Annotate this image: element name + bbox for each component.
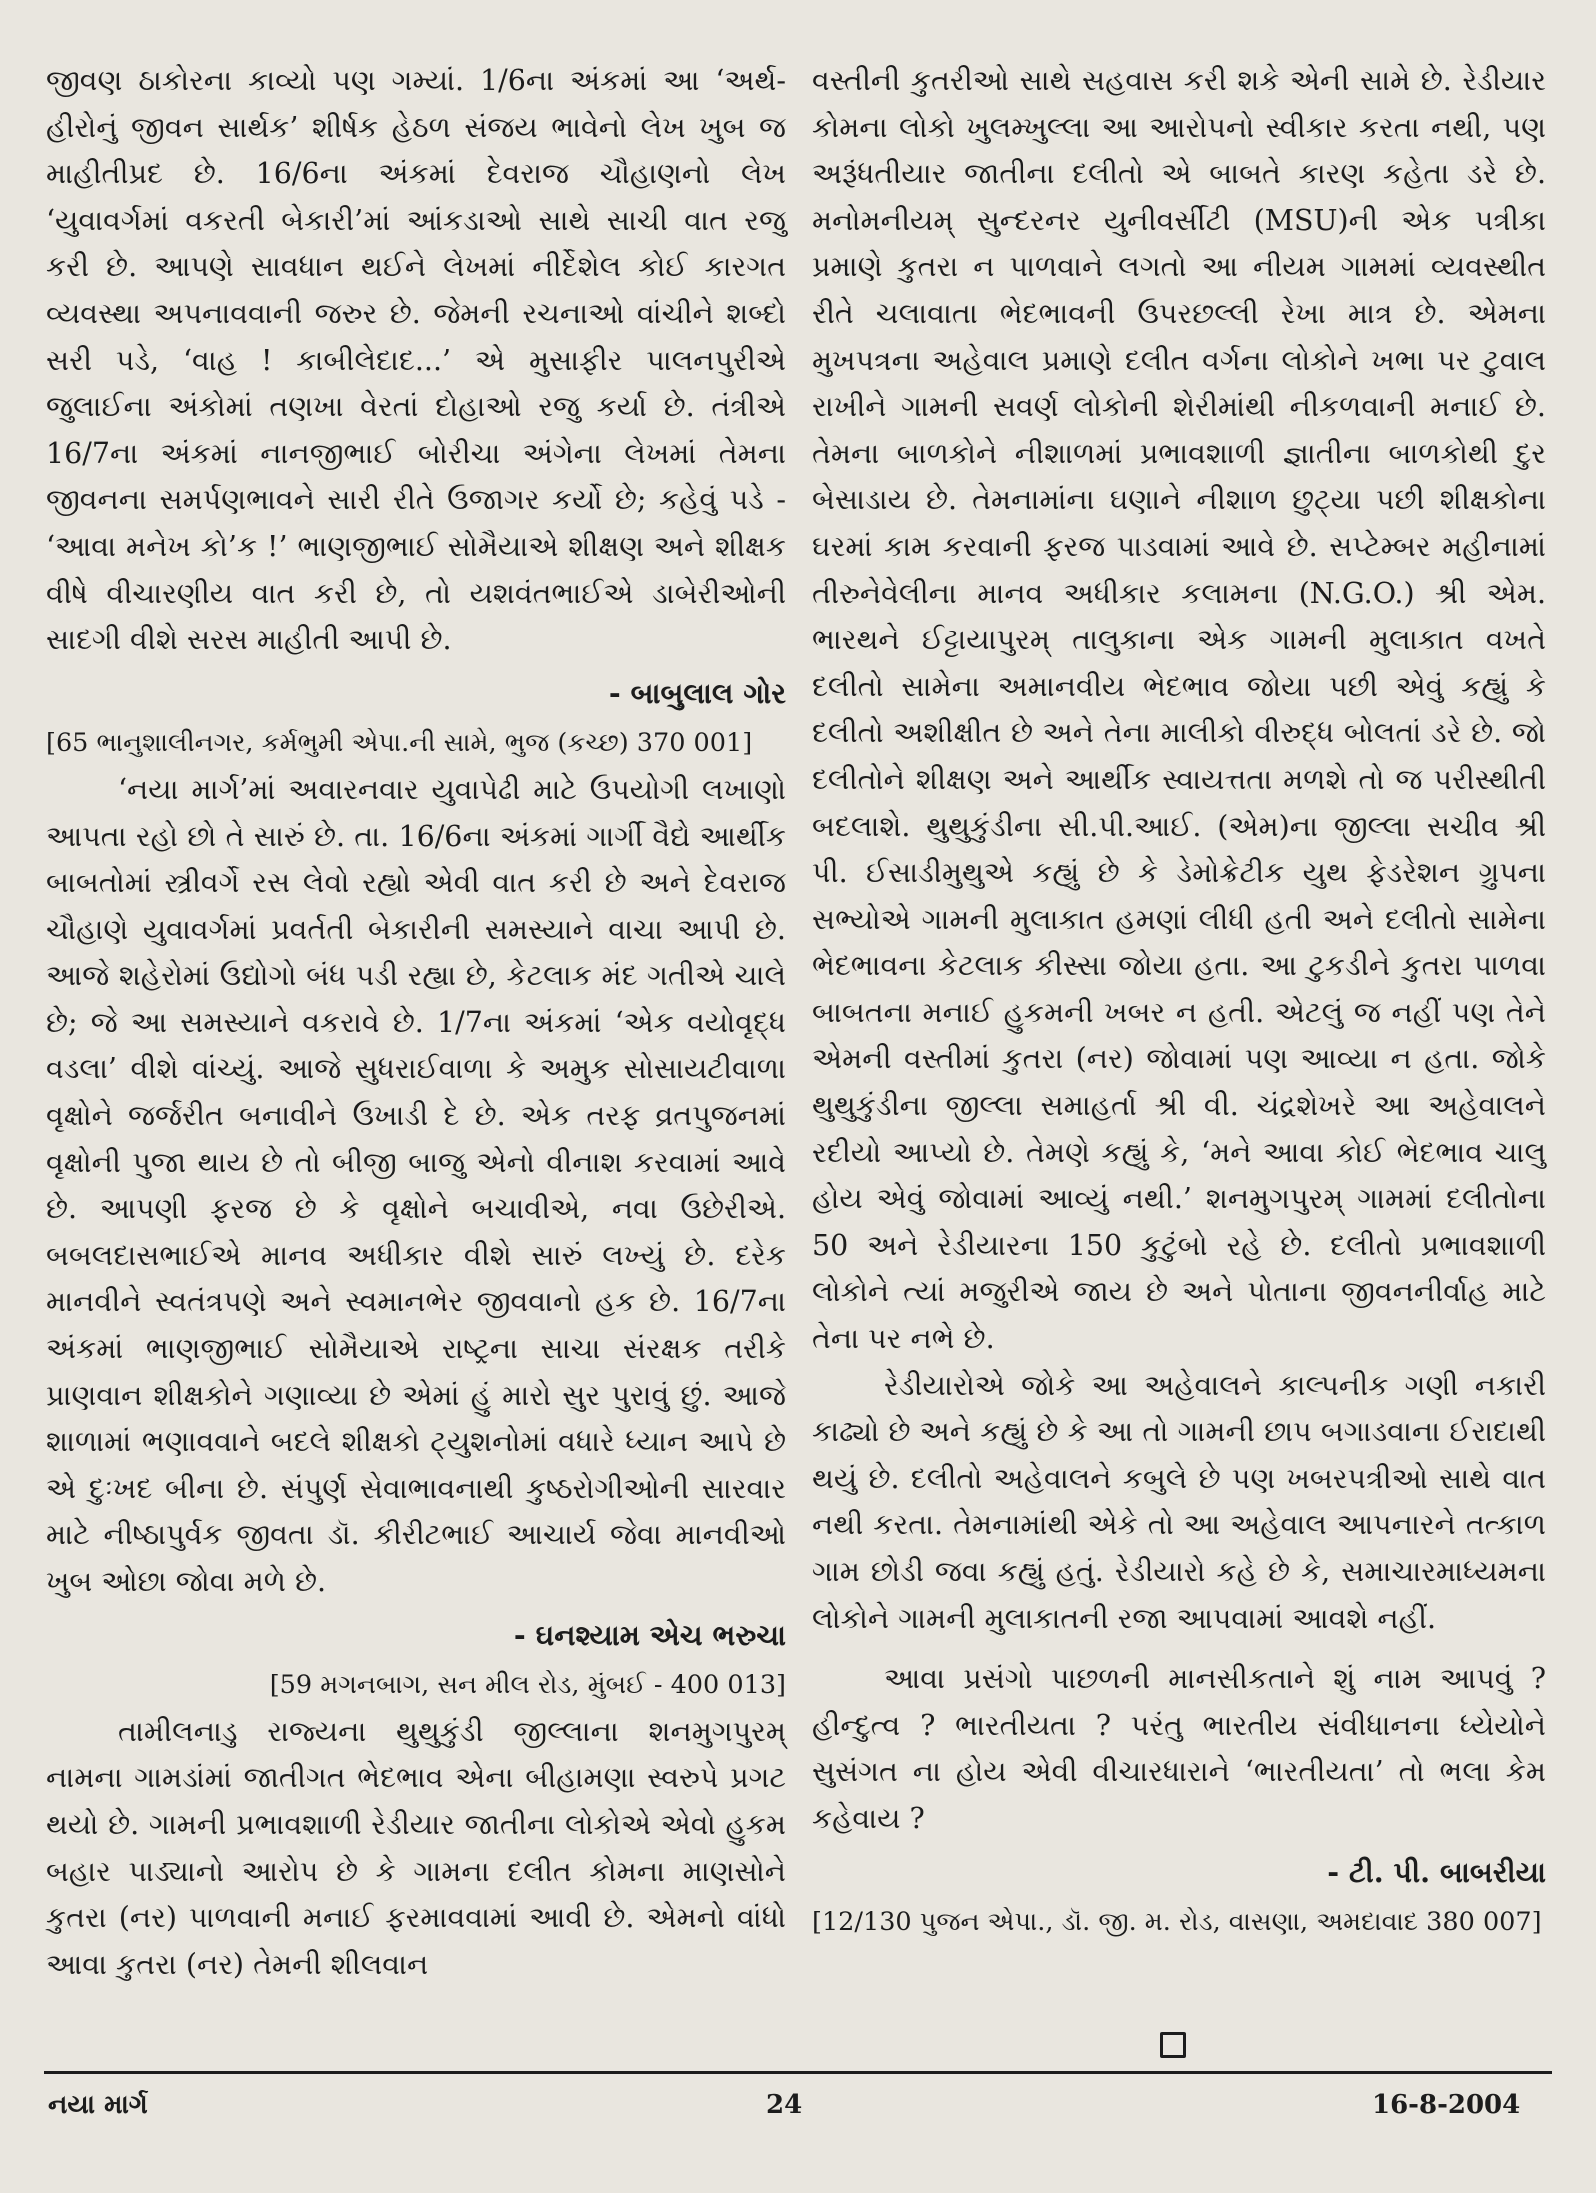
address: [12/130 પુજન એપા., ડૉ. જી. મ. રોડ, વાસણા, અમદાવાદ 380 007] — [812, 1907, 1542, 1938]
right-column — [812, 58, 1546, 1946]
article-paragraph: તામીલનાડુ રાજ્યના થુથુકુંડી જીલ્લાના શનમુગપુરમ્ નામના ગામડાંમાં જાતીગત ભેદભાવ એના બીહામણા સ્વરુપે પ્રગટ થયો છે. ગામની પ્રભાવશાળી રેડીયાર જાતીના લોકોએ એવો હુકમ બહાર પાડ્યાનો આરોપ છે કે ગામના દલીત કોમના માણસોને કુતરા (નર) પાળવાની મનાઈ ફરમાવવામાં આવી છે. એમનો વાંધો આવા કુતરા (નર) તેમની શીલવાન — [46, 1714, 786, 1981]
issue-date: 16-8-2004 — [1372, 2090, 1521, 2120]
article-paragraph: આવા પ્રસંગો પાછળની માનસીકતાને શું નામ આપવું ? હીન્દુત્વ ? ભારતીયતા ? પરંતુ ભારતીય સંવીધાનના ધ્યેયોને સુસંગત ના હોય એવી વીચારધારાને ‘ભારતીયતા’ તો ભલા કેમ કહેવાય ? — [812, 1662, 1546, 1835]
publication-name: નયા માર્ગ — [48, 2090, 148, 2120]
signature: - ટી. પી. બાબરીયા — [1327, 1854, 1546, 1889]
footer-rule — [44, 2071, 1552, 2074]
signature: - ઘનશ્યામ એચ ભરુચા — [513, 1617, 786, 1652]
address: [59 મગનબાગ, સન મીલ રોડ, મુંબઈ - 400 013] — [269, 1670, 786, 1701]
end-of-article-box-icon — [1160, 2032, 1186, 2058]
left-column — [46, 58, 786, 1988]
address: [65 ભાનુશાલીનગર, કર્મભુમી એપા.ની સામે, ભુજ (કચ્છ) 370 001] — [46, 728, 753, 759]
article-paragraph: રેડીયારોએ જોકે આ અહેવાલને કાલ્પનીક ગણી નકારી કાઢ્યો છે અને કહ્યું છે કે આ તો ગામની છાપ બગાડવાના ઈરાદાથી થયું છે. દલીતો અહેવાલને કબુલે છે પણ ખબરપત્રીઓ સાથે વાત નથી કરતા. તેમનામાંથી એકે તો આ અહેવાલ આપનારને તત્કાળ ગામ છોડી જવા કહ્યું હતું. રેડીયારો કહે છે કે, સમાચારમાધ્યમના લોકોને ગામની મુલાકાતની રજા આપવામાં આવશે નહીં. — [812, 1368, 1546, 1635]
signature: - બાબુલાલ ગોર — [608, 675, 786, 710]
page-number: 24 — [766, 2090, 803, 2120]
letter-paragraph: જીવણ ઠાકોરના કાવ્યો પણ ગમ્યાં. 1/6ના અંકમાં આ ‘અર્થ-હીરોનું જીવન સાર્થક’ શીર્ષક હેઠળ સંજય ભાવેનો લેખ ખુબ જ માહીતીપ્રદ છે. 16/6ના અંકમાં દેવરાજ ચૌહાણનો લેખ ‘યુવાવર્ગમાં વકરતી બેકારી’માં આંકડાઓ સાથે સાચી વાત રજુ કરી છે. આપણે સાવધાન થઈને લેખમાં નીર્દેશેલ કોઈ કારગત વ્યવસ્થા અપનાવવાની જરુર છે. જેમની રચનાઓ વાંચીને શબ્દો સરી પડે, ‘વાહ ! કાબીલેદાદ...’ એ મુસાફીર પાલનપુરીએ જુલાઈના અંકોમાં તણખા વેરતાં દોહાઓ રજુ કર્યા છે. તંત્રીએ 16/7ના અંકમાં નાનજીભાઈ બોરીચા અંગેના લેખમાં તેમના જીવનના સમર્પણભાવને સારી રીતે ઉજાગર કર્યો છે; કહેવું પડે - ‘આવા મનેખ કો’ક !’ ભાણજીભાઈ સોમૈયાએ શીક્ષણ અને શીક્ષક વીષે વીચારણીય વાત કરી છે, તો યશવંતભાઈએ ડાબેરીઓની સાદગી વીશે સરસ માહીતી આપી છે. — [46, 64, 786, 657]
letter-paragraph: ‘નયા માર્ગ’માં અવારનવાર યુવાપેઢી માટે ઉપયોગી લખાણો આપતા રહો છો તે સારું છે. તા. 16/6ના અંકમાં ગાર્ગી વૈદ્યે આર્થીક બાબતોમાં સ્ત્રીવર્ગે રસ લેવો રહ્યો એવી વાત કરી છે અને દેવરાજ ચૌહાણે યુવાવર્ગમાં પ્રવર્તતી બેકારીની સમસ્યાને વાચા આપી છે. આજે શહેરોમાં ઉદ્યોગો બંધ પડી રહ્યા છે, કેટલાક મંદ ગતીએ ચાલે છે; જે આ સમસ્યાને વકરાવે છે. 1/7ના અંકમાં ‘એક વયોવૃદ્ધ વડલા’ વીશે વાંચ્યું. આજે સુધરાઈવાળા કે અમુક સોસાયટીવાળા વૃક્ષોને જર્જરીત બનાવીને ઉખાડી દે છે. એક તરફ વ્રતપુજનમાં વૃક્ષોની પુજા થાય છે તો બીજી બાજુ એનો વીનાશ કરવામાં આવે છે. આપણી ફરજ છે કે વૃક્ષોને બચાવીએ, નવા ઉછેરીએ. બબલદાસભાઈએ માનવ અધીકાર વીશે સારું લખ્યું છે. દરેક માનવીને સ્વતંત્રપણે અને સ્વમાનભેર જીવવાનો હક છે. 16/7ના અંકમાં ભાણજીભાઈ સોમૈયાએ રાષ્ટ્રના સાચા સંરક્ષક તરીકે પ્રાણવાન શીક્ષકોને ગણાવ્યા છે એમાં હું મારો સુર પુરાવું છું. આજે શાળામાં ભણાવવાને બદલે શીક્ષકો ટ્યુશનોમાં વધારે ધ્યાન આપે છે એ દુઃખદ બીના છે. સંપુર્ણ સેવાભાવનાથી કુષ્ઠરોગીઓની સારવાર માટે નીષ્ઠાપુર્વક જીવતા ડૉ. કીરીટભાઈ આચાર્ય જેવા માનવીઓ ખુબ ઓછા જોવા મળે છે. — [46, 772, 786, 1598]
article-paragraph: વસ્તીની કુતરીઓ સાથે સહવાસ કરી શકે એની સામે છે. રેડીયાર કોમના લોકો ખુલમ્ખુલ્લા આ આરોપનો સ્વીકાર કરતા નથી, પણ અરૂંધતીયાર જાતીના દલીતો એ બાબતે કારણ કહેતા ડરે છે. મનોમનીયમ્ સુન્દરનર યુનીવર્સીટી (MSU)ની એક પત્રીકા પ્રમાણે કુતરા ન પાળવાને લગતો આ નીયમ ગામમાં વ્યવસ્થીત રીતે ચલાવાતા ભેદભાવની ઉપરછલ્લી રેખા માત્ર છે. એમના મુખપત્રના અહેવાલ પ્રમાણે દલીત વર્ગના લોકોને ખભા પર ટુવાલ રાખીને ગામની સવર્ણ લોકોની શેરીમાંથી નીકળવાની મનાઈ છે. તેમના બાળકોને નીશાળમાં પ્રભાવશાળી જ્ઞાતીના બાળકોથી દુર બેસાડાય છે. તેમનામાંના ઘણાને નીશાળ છુટ્યા પછી શીક્ષકોના ઘરમાં કામ કરવાની ફરજ પાડવામાં આવે છે. સપ્ટેમ્બર મહીનામાં તીરુનેવેલીના માનવ અધીકાર કલામના (N.G.O.) શ્રી એમ. ભારથને ઈટ્ટાયાપુરમ્ તાલુકાના એક ગામની મુલાકાત વખતે દલીતો સામેના અમાનવીય ભેદભાવ જોયા પછી એવું કહ્યું કે દલીતો અશીક્ષીત છે અને તેના માલીકો વીરુદ્ધ બોલતાં ડરે છે. જો દલીતોને શીક્ષણ અને આર્થીક સ્વાયત્તતા મળશે તો જ પરીસ્થીતી બદલાશે. થુથુકુંડીના સી.પી.આઈ. (એમ)ના જીલ્લા સચીવ શ્રી પી. ઈસાડીમુથુએ કહ્યું છે કે ડેમોક્રેટીક યુથ ફેડરેશન ગ્રુપના સભ્યોએ ગામની મુલાકાત હમણાં લીધી હતી અને દલીતો સામેના ભેદભાવના કેટલાક કીસ્સા જોયા હતા. આ ટુકડીને કુતરા પાળવા બાબતના મનાઈ હુકમની ખબર ન હતી. એટલું જ નહીં પણ તેને એમની વસ્તીમાં કુતરા (નર) જોવામાં પણ આવ્યા ન હતા. જોકે થુથુકુંડીના જીલ્લા સમાહર્તા શ્રી વી. ચંદ્રશેખરે આ અહેવાલને રદીયો આપ્યો છે. તેમણે કહ્યું કે, ‘મને આવા કોઈ ભેદભાવ ચાલુ હોય એવું જોવામાં આવ્યું નથી.’ શનમુગપુરમ્ ગામમાં દલીતોના 50 અને રેડીયારના 150 કુટુંબો રહે છે. દલીતો પ્રભાવશાળી લોકોને ત્યાં મજુરીએ જાય છે અને પોતાના જીવનનીર્વાહ માટે તેના પર નભે છે. — [812, 64, 1546, 1356]
